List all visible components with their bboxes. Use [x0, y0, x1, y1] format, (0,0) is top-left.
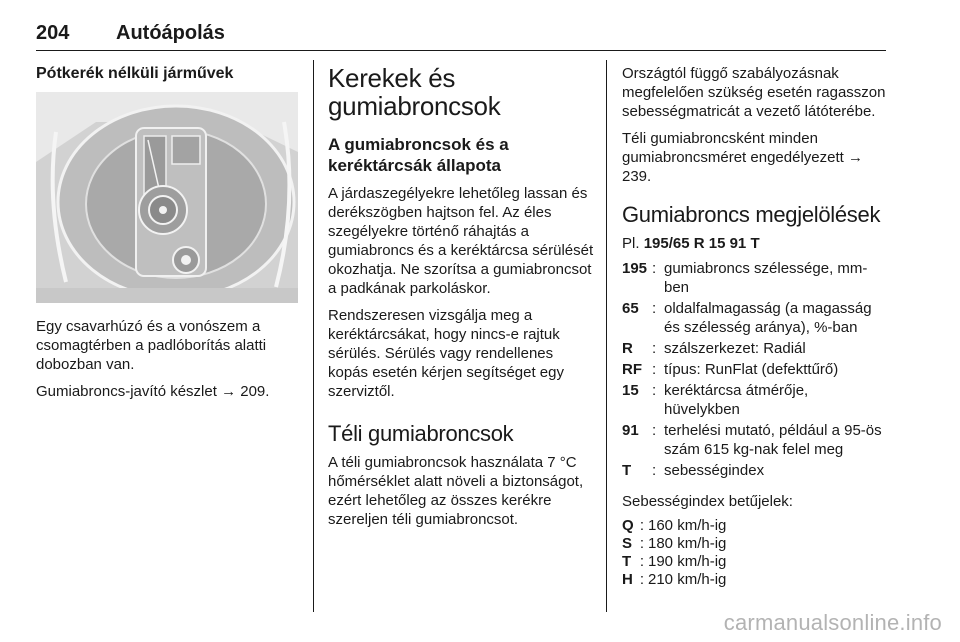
spec-colon: : — [652, 260, 657, 277]
spec-row — [622, 360, 888, 379]
page-title: Autóápolás — [116, 22, 225, 44]
spec-desc: oldalfalmagasság (a magasság és szélesség aránya), %-ban — [664, 300, 872, 336]
spec-code: T — [622, 462, 632, 479]
trunk-illustration-svg — [36, 92, 298, 303]
speed-index-heading: Sebességindex betűjelek: — [622, 493, 793, 510]
spec-row — [622, 381, 888, 419]
tyre-markings-heading: Gumiabroncs megjelölések — [622, 202, 881, 227]
inspection-text: Rendszeresen vizsgálja meg a keréktárcsákat, hogy nincs-e rajtuk sérülés. Sérülés vagy rendellenes kopás esetén kérjen segítséget egy szerviztől. — [328, 307, 564, 400]
spec-desc: sebességindex — [664, 462, 765, 479]
speed-row — [622, 535, 888, 553]
spec-code: 195 — [622, 260, 648, 277]
winter-tyres-heading: Téli gumiabroncsok — [328, 421, 514, 446]
speed-row — [622, 553, 888, 571]
spec-colon: : — [652, 422, 657, 439]
speed-code: S — [622, 535, 633, 552]
speed-colon: : — [639, 517, 645, 534]
speed-value: 190 km/h-ig — [648, 553, 727, 570]
spec-colon: : — [652, 382, 657, 399]
speed-code: T — [622, 553, 632, 570]
speed-value: 180 km/h-ig — [648, 535, 727, 552]
speed-code: Q — [622, 517, 634, 534]
spec-row — [622, 259, 888, 297]
column-1 — [36, 64, 298, 409]
tool-location-text: Egy csavarhúzó és a vonószem a csomagtérben a padlóborítás alatti dobozban van. — [36, 318, 267, 373]
column-divider-1 — [313, 60, 314, 612]
column-divider-2 — [606, 60, 607, 612]
spec-colon: : — [652, 361, 657, 378]
spec-colon: : — [652, 340, 657, 357]
speed-row — [622, 517, 888, 535]
spec-code: 91 — [622, 422, 639, 439]
spec-code: R — [622, 340, 633, 357]
page-number: 204 — [36, 22, 70, 44]
header-divider — [36, 50, 886, 51]
spec-desc: szálszerkezet: Radiál — [664, 340, 806, 357]
section-heading-no-spare: Pótkerék nélküli járművek — [36, 65, 234, 82]
spec-row — [622, 299, 888, 337]
speed-colon: : — [639, 571, 645, 588]
speed-value: 210 km/h-ig — [648, 571, 727, 588]
example-code: 195/65 R 15 91 T — [643, 235, 760, 252]
spec-desc: gumiabroncs szélessége, mm-ben — [664, 260, 868, 296]
spec-colon: : — [652, 300, 657, 317]
page-header — [36, 22, 886, 52]
spec-row — [622, 339, 888, 358]
winter-size-text: Téli gumiabroncsként minden gumiabroncsméret engedélyezett → 239. — [622, 130, 863, 185]
spec-code: 15 — [622, 382, 639, 399]
watermark: carmanualsonline.info — [723, 610, 942, 635]
repair-kit-reference: Gumiabroncs-javító készlet → 209. — [36, 383, 270, 400]
spec-desc: keréktárcsa átmérője, hüvelykben — [664, 382, 809, 418]
spec-row — [622, 461, 888, 480]
spec-code: 65 — [622, 300, 639, 317]
spec-code: RF — [622, 361, 642, 378]
speed-code: H — [622, 571, 633, 588]
spec-row — [622, 421, 888, 459]
speed-colon: : — [639, 535, 645, 552]
trunk-spare-well-illustration — [36, 92, 298, 303]
curb-advice-text: A járdaszegélyekre lehetőleg lassan és derékszögben hajtson fel. Az éles szegélyekre történő ráhajtás a gumiabroncs és a keréktárcsa sérülését okozhatja. Ne szorítsa a gumiabroncsot a padkának parkoláskor. — [328, 185, 594, 297]
winter-tyres-text: A téli gumiabroncsok használata 7 °C hőmérséklet alatt növeli a biztonságot, ezért lehetőleg az összes kerékre szereljen téli gumiabroncsot. — [328, 454, 584, 528]
speed-index-list — [622, 517, 888, 589]
spec-desc: terhelési mutató, például a 95-ös szám 615 kg-nak felel meg — [664, 422, 882, 458]
spec-list — [622, 259, 888, 480]
chapter-heading: Kerekek és gumiabroncsok — [328, 63, 501, 121]
column-3 — [622, 64, 888, 589]
marking-example — [622, 234, 888, 253]
speed-sticker-text: Országtól függő szabályozásnak megfelelően szükség esetén ragasszon sebességmatricát a vezető látóterébe. — [622, 65, 886, 120]
column-2 — [328, 64, 596, 537]
spec-desc: típus: RunFlat (defekttűrő) — [664, 361, 839, 378]
speed-colon: : — [639, 553, 645, 570]
spec-colon: : — [652, 462, 657, 479]
speed-row — [622, 571, 888, 589]
example-prefix: Pl. — [622, 235, 644, 252]
condition-heading: A gumiabroncsok és a keréktárcsák állapota — [328, 135, 509, 175]
speed-value: 160 km/h-ig — [648, 517, 727, 534]
